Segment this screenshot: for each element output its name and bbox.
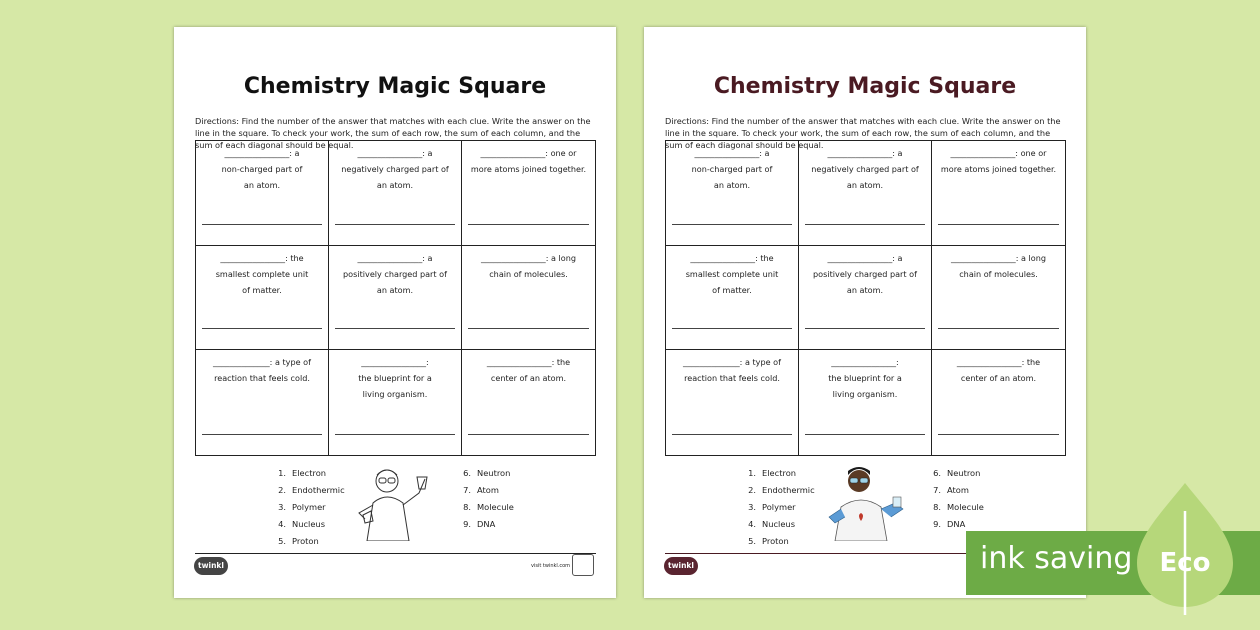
clue-text: ________________: a negatively charged part of an atom.	[341, 148, 449, 190]
answer-line	[202, 434, 322, 435]
worksheet-title: Chemistry Magic Square	[243, 74, 547, 99]
item-word: Endothermic	[762, 485, 815, 495]
square-cell	[666, 141, 799, 246]
item-number: 3.	[278, 502, 286, 512]
item-word: Nucleus	[762, 519, 796, 529]
item-number: 1.	[278, 468, 286, 478]
item-word: Proton	[762, 536, 789, 546]
answer-line	[672, 434, 792, 435]
magic-square-grid	[195, 140, 596, 456]
item-word: Atom	[477, 485, 499, 495]
item-number: 6.	[933, 468, 941, 478]
clue-text: ________________: a non-charged part of an atom.	[691, 148, 773, 190]
clue-text: ________________: one or more atoms joined together.	[940, 148, 1057, 174]
list-item	[927, 465, 984, 482]
magic-square-grid	[665, 140, 1066, 456]
clue-text: ________________: a long chain of molecules.	[950, 252, 1047, 279]
square-cell	[329, 141, 462, 246]
item-number: 7.	[463, 485, 471, 495]
list-item	[742, 482, 815, 499]
brand-logo: twinkl	[664, 557, 698, 575]
scientist-colour-icon	[825, 463, 907, 541]
item-number: 3.	[748, 502, 756, 512]
answer-line	[938, 328, 1059, 329]
item-number: 7.	[933, 485, 941, 495]
item-word: Endothermic	[292, 485, 345, 495]
answer-line	[335, 224, 455, 225]
item-word: Polymer	[762, 502, 796, 512]
worksheet-title: Chemistry Magic Square	[713, 74, 1017, 99]
square-cell	[932, 350, 1065, 455]
clue-text: ________________: a non-charged part of an atom.	[221, 148, 303, 190]
answer-line	[672, 328, 792, 329]
item-word: Neutron	[477, 468, 511, 478]
item-number: 4.	[748, 519, 756, 529]
clue-text: ________________: the blueprint for a living organism.	[358, 357, 432, 400]
square-cell	[799, 141, 932, 246]
square-cell	[666, 246, 799, 351]
item-number: 1.	[748, 468, 756, 478]
clue-text: ______________: a type of reaction that feels cold.	[683, 357, 781, 384]
directions-text: Directions: Find the number of the answer that matches with each clue. Write the answer on the line in the square. To check your work, the sum of each row, the sum of each column, and the sum of each diagonal should be equal.	[665, 116, 1061, 150]
badge-icon	[572, 554, 594, 576]
answer-line	[335, 328, 455, 329]
list-item	[457, 465, 514, 482]
item-word: Electron	[762, 468, 797, 478]
item-number: 2.	[748, 485, 756, 495]
item-number: 4.	[278, 519, 286, 529]
list-item	[272, 533, 345, 550]
item-number: 5.	[278, 536, 286, 546]
answer-line	[202, 224, 322, 225]
answer-line	[468, 434, 589, 435]
scientist-outline-icon	[355, 463, 437, 541]
clue-text: ________________: a positively charged part of an atom.	[343, 252, 447, 295]
list-item	[457, 499, 514, 516]
worksheet-colour	[644, 27, 1086, 598]
brand-logo: twinkl	[194, 557, 228, 575]
list-item	[272, 499, 345, 516]
item-word: Nucleus	[292, 519, 326, 529]
square-cell	[196, 246, 329, 351]
answer-line	[805, 328, 925, 329]
answer-line	[938, 224, 1059, 225]
square-cell	[329, 350, 462, 455]
site-text: visit twinkl.com	[531, 563, 571, 569]
clue-text: ______________: a type of reaction that feels cold.	[213, 357, 311, 384]
square-cell	[932, 246, 1065, 351]
item-word: Polymer	[292, 502, 326, 512]
square-cell	[666, 350, 799, 455]
square-cell	[196, 350, 329, 455]
eco-badge-text: Eco	[1159, 548, 1211, 578]
list-item	[457, 516, 514, 533]
item-word: Atom	[947, 485, 969, 495]
list-item	[742, 499, 815, 516]
item-word: Electron	[292, 468, 327, 478]
square-cell	[932, 141, 1065, 246]
clue-text: ________________: the blueprint for a living organism.	[828, 357, 902, 400]
clue-text: ________________: the center of an atom.	[486, 357, 571, 384]
answer-list-left	[272, 465, 345, 550]
list-item	[457, 482, 514, 499]
item-number: 9.	[463, 519, 471, 529]
item-word: DNA	[477, 519, 496, 529]
answer-line	[672, 224, 792, 225]
eco-leaf-icon	[1135, 481, 1235, 616]
list-item	[742, 533, 815, 550]
clue-text: ________________: the smallest complete unit of matter.	[685, 252, 779, 295]
square-cell	[462, 141, 595, 246]
ink-saving-label: ink saving	[980, 541, 1133, 576]
list-item	[927, 482, 984, 499]
clue-text: ________________: a negatively charged part of an atom.	[811, 148, 919, 190]
list-item	[927, 499, 984, 516]
item-word: Proton	[292, 536, 319, 546]
answer-list-right	[927, 465, 984, 533]
square-cell	[462, 246, 595, 351]
square-cell	[329, 246, 462, 351]
item-word: Neutron	[947, 468, 981, 478]
clue-text: ________________: one or more atoms joined together.	[470, 148, 587, 174]
answer-line	[805, 434, 925, 435]
square-cell	[462, 350, 595, 455]
square-cell	[196, 141, 329, 246]
item-number: 8.	[463, 502, 471, 512]
list-item	[272, 465, 345, 482]
answer-list-left	[742, 465, 815, 550]
answer-list-right	[457, 465, 514, 533]
clue-text: ________________: a positively charged part of an atom.	[813, 252, 917, 295]
list-item	[742, 465, 815, 482]
item-word: Molecule	[947, 502, 984, 512]
item-number: 2.	[278, 485, 286, 495]
item-number: 9.	[933, 519, 941, 529]
answer-line	[468, 224, 589, 225]
answer-line	[938, 434, 1059, 435]
answer-line	[335, 434, 455, 435]
item-word: DNA	[947, 519, 966, 529]
item-number: 8.	[933, 502, 941, 512]
square-cell	[799, 350, 932, 455]
clue-text: ________________: the smallest complete unit of matter.	[215, 252, 309, 295]
square-cell	[799, 246, 932, 351]
list-item	[272, 516, 345, 533]
footer-divider	[195, 553, 596, 554]
list-item	[742, 516, 815, 533]
item-number: 5.	[748, 536, 756, 546]
clue-text: ________________: a long chain of molecules.	[480, 252, 577, 279]
item-word: Molecule	[477, 502, 514, 512]
list-item	[272, 482, 345, 499]
worksheet-ink-saving	[174, 27, 616, 598]
answer-line	[468, 328, 589, 329]
clue-text: ________________: the center of an atom.	[956, 357, 1041, 384]
directions-text: Directions: Find the number of the answer that matches with each clue. Write the answer on the line in the square. To check your work, the sum of each row, the sum of each column, and the sum of each diagonal should be equal.	[195, 116, 591, 150]
item-number: 6.	[463, 468, 471, 478]
answer-line	[805, 224, 925, 225]
answer-line	[202, 328, 322, 329]
